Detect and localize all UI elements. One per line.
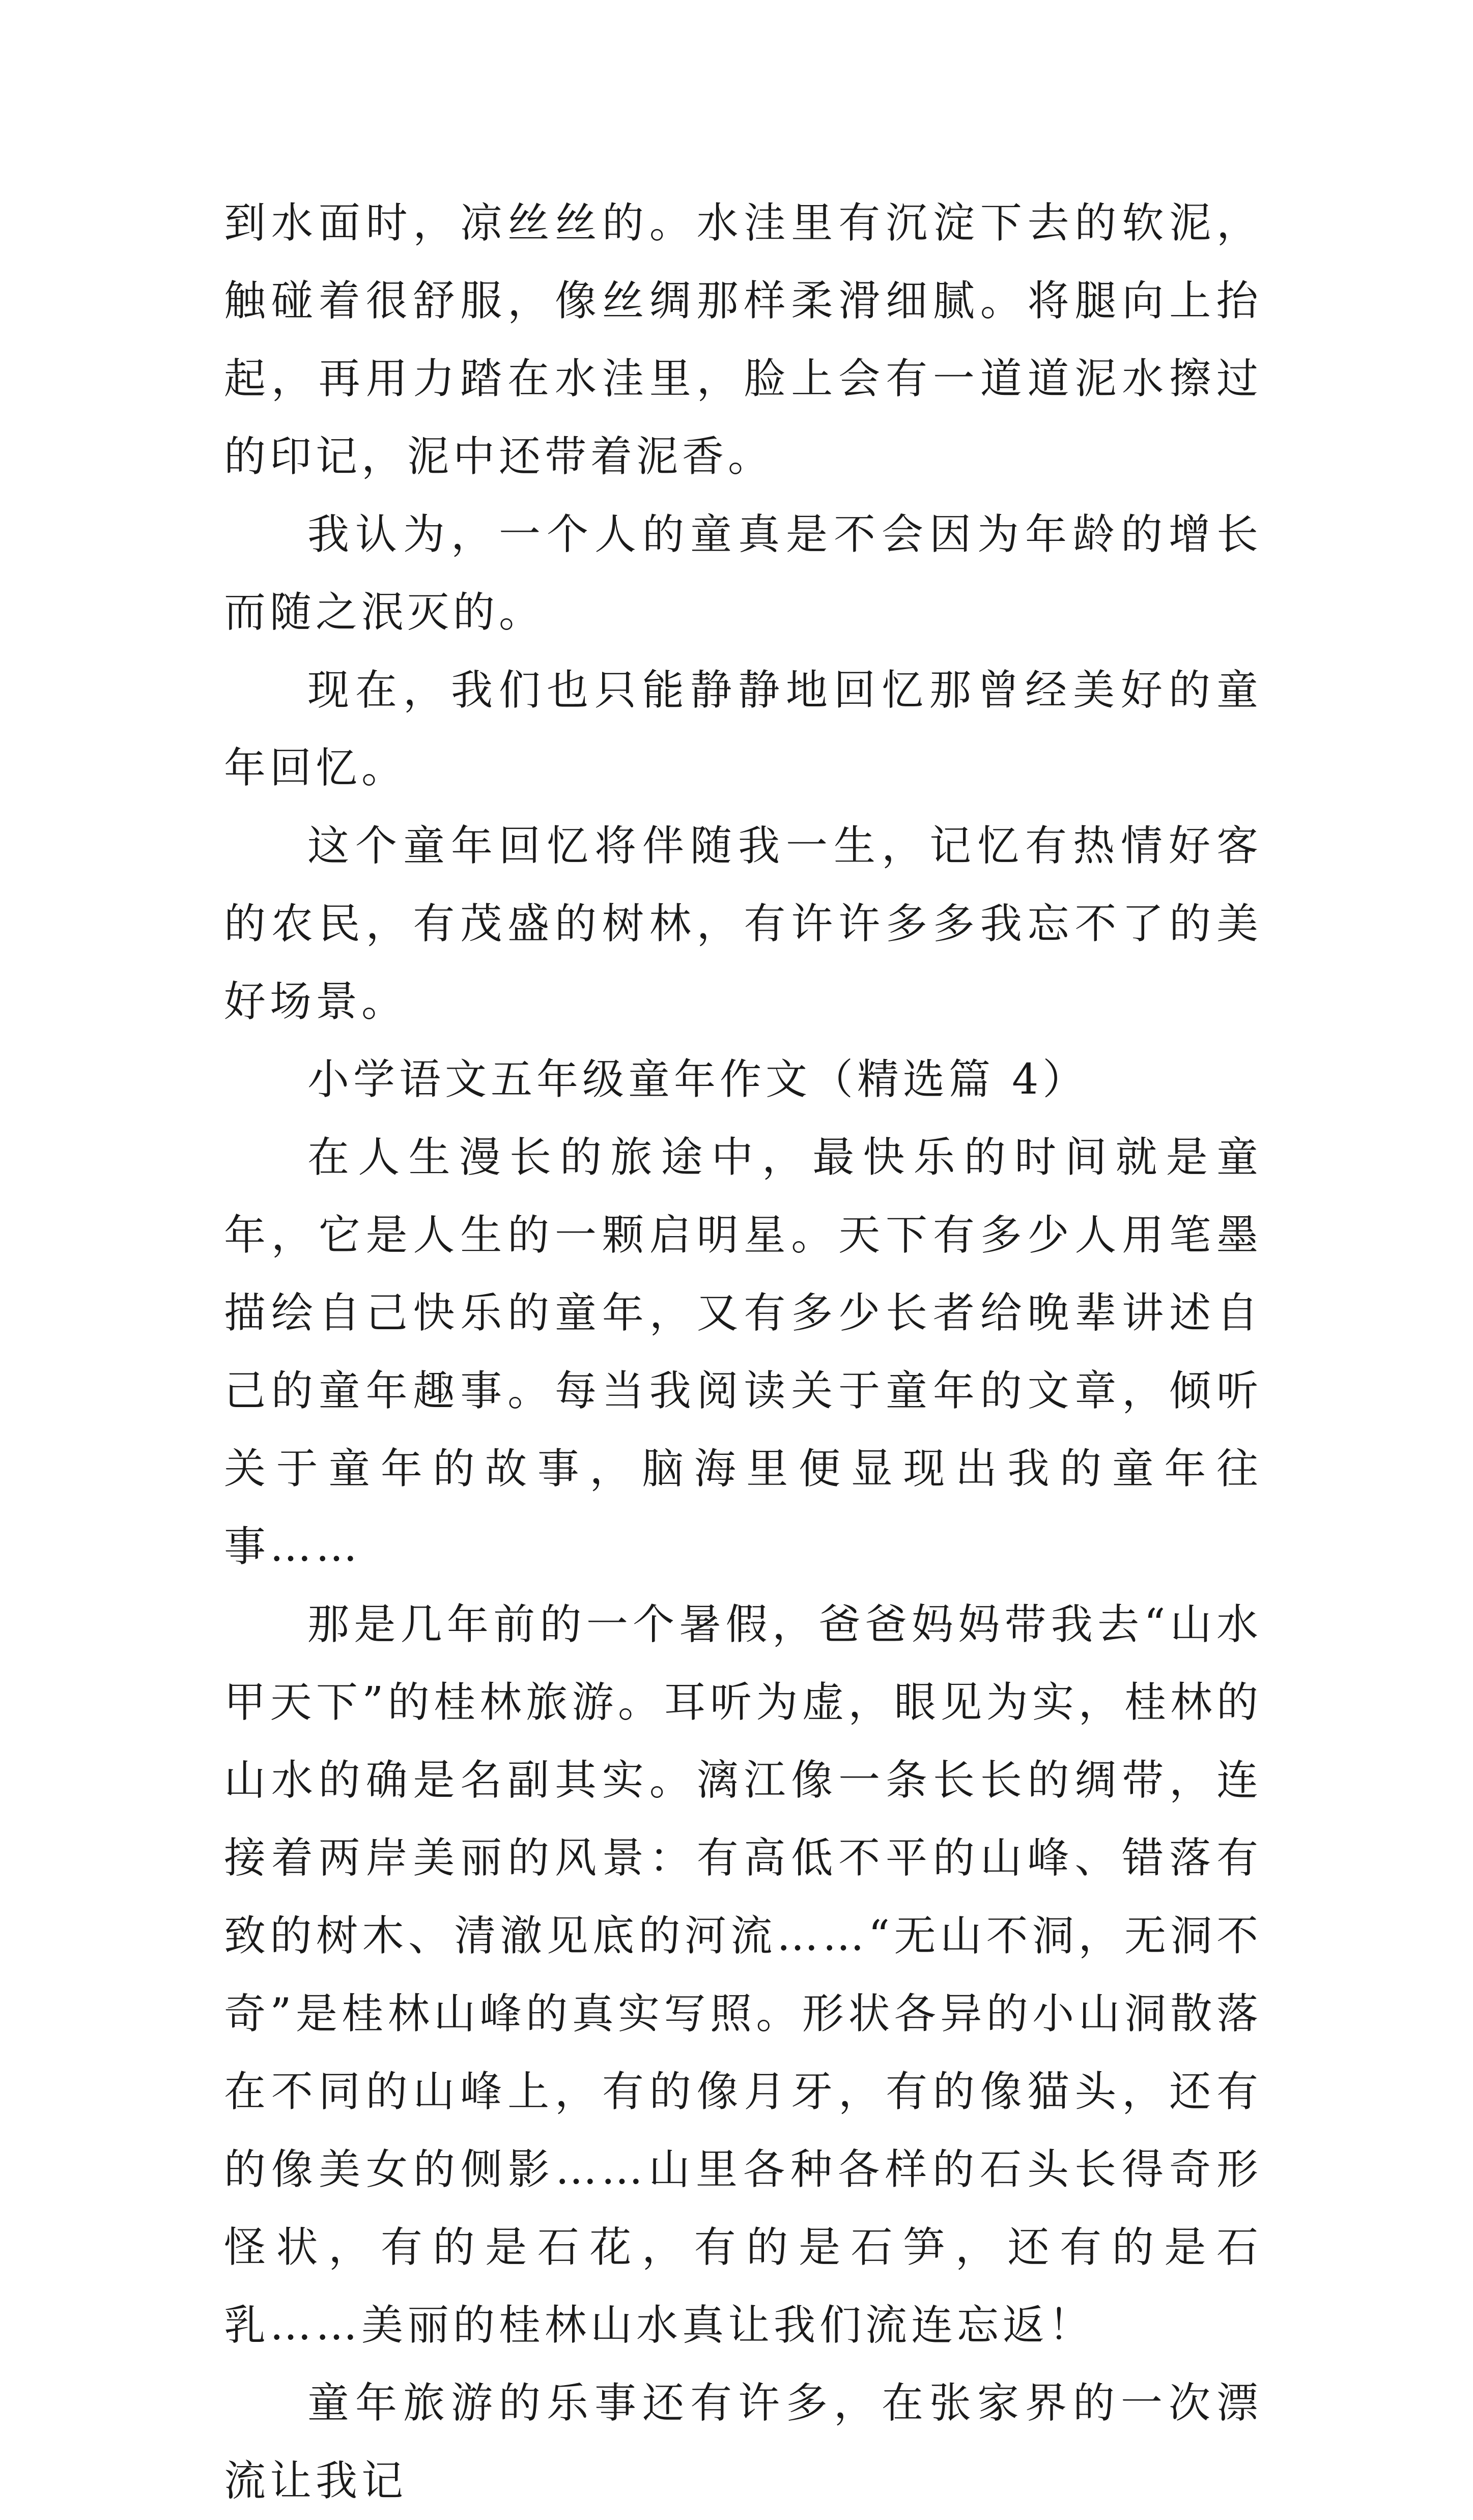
section-heading: 小学语文五年级童年作文（精选篇 4） xyxy=(307,1055,1089,1104)
paragraph-7: 童年旅游的乐事还有许多，在张家界的一次漂流让我记 xyxy=(224,2379,1262,2505)
paragraph-2: 我认为，一个人的童真是不会因为年龄的增长而随之泯灭的。 xyxy=(224,510,1262,637)
paragraph-5: 在人生漫长的旅途中，最快乐的时间就是童年，它是人生的一颗启明星。天下有多少人用笔墨描绘自己快乐的童年，又有多少长者给晚辈讲述自己的童年趣事。每当我阅读关于童年的文章，倾听关于童年的故事，脑海里便显现出我的童年往事…… xyxy=(224,1133,1262,1571)
document-body xyxy=(224,184,1262,2520)
paragraph-1: 到水面时，凉丝丝的。水洼里有沉淀下去的软泥，触碰着很舒服，像丝绸那样柔滑细腻。将腿向上抬起，再用力踏在水洼里，脸上会有一道道泥水擦过的印记，泥中还带着泥香。 xyxy=(224,199,1262,481)
paragraph-4: 这个童年回忆将伴随我一生，记忆有热情好客的农民，有茂盛的树林，有许许多多我忘不了的美好场景。 xyxy=(224,822,1262,1026)
paragraph-3: 现在，我们也只能静静地回忆那曾经美好的童年回忆。 xyxy=(224,666,1262,792)
paragraph-6: 那是几年前的一个暑假，爸爸妈妈带我去“山水甲天下”的桂林旅游。耳听为虚，眼见为实，桂林的山水的确是名副其实。漓江像一条长长的绸带，连接着两岸美丽的风景：有高低不平的山峰、错落有致的树木、清澈见底的河流……“无山不洞，无洞不奇”是桂林山峰的真实写照。形状各异的小山洞散落在不同的山峰上，有的像月牙，有的像猫头，还有的像美女的侧影……山里各种各样的石头长得奇形怪状，有的是石花，有的是石笋，还有的是石乳……美丽的桂林山水真让我们流连忘返！ xyxy=(224,1600,1262,2350)
